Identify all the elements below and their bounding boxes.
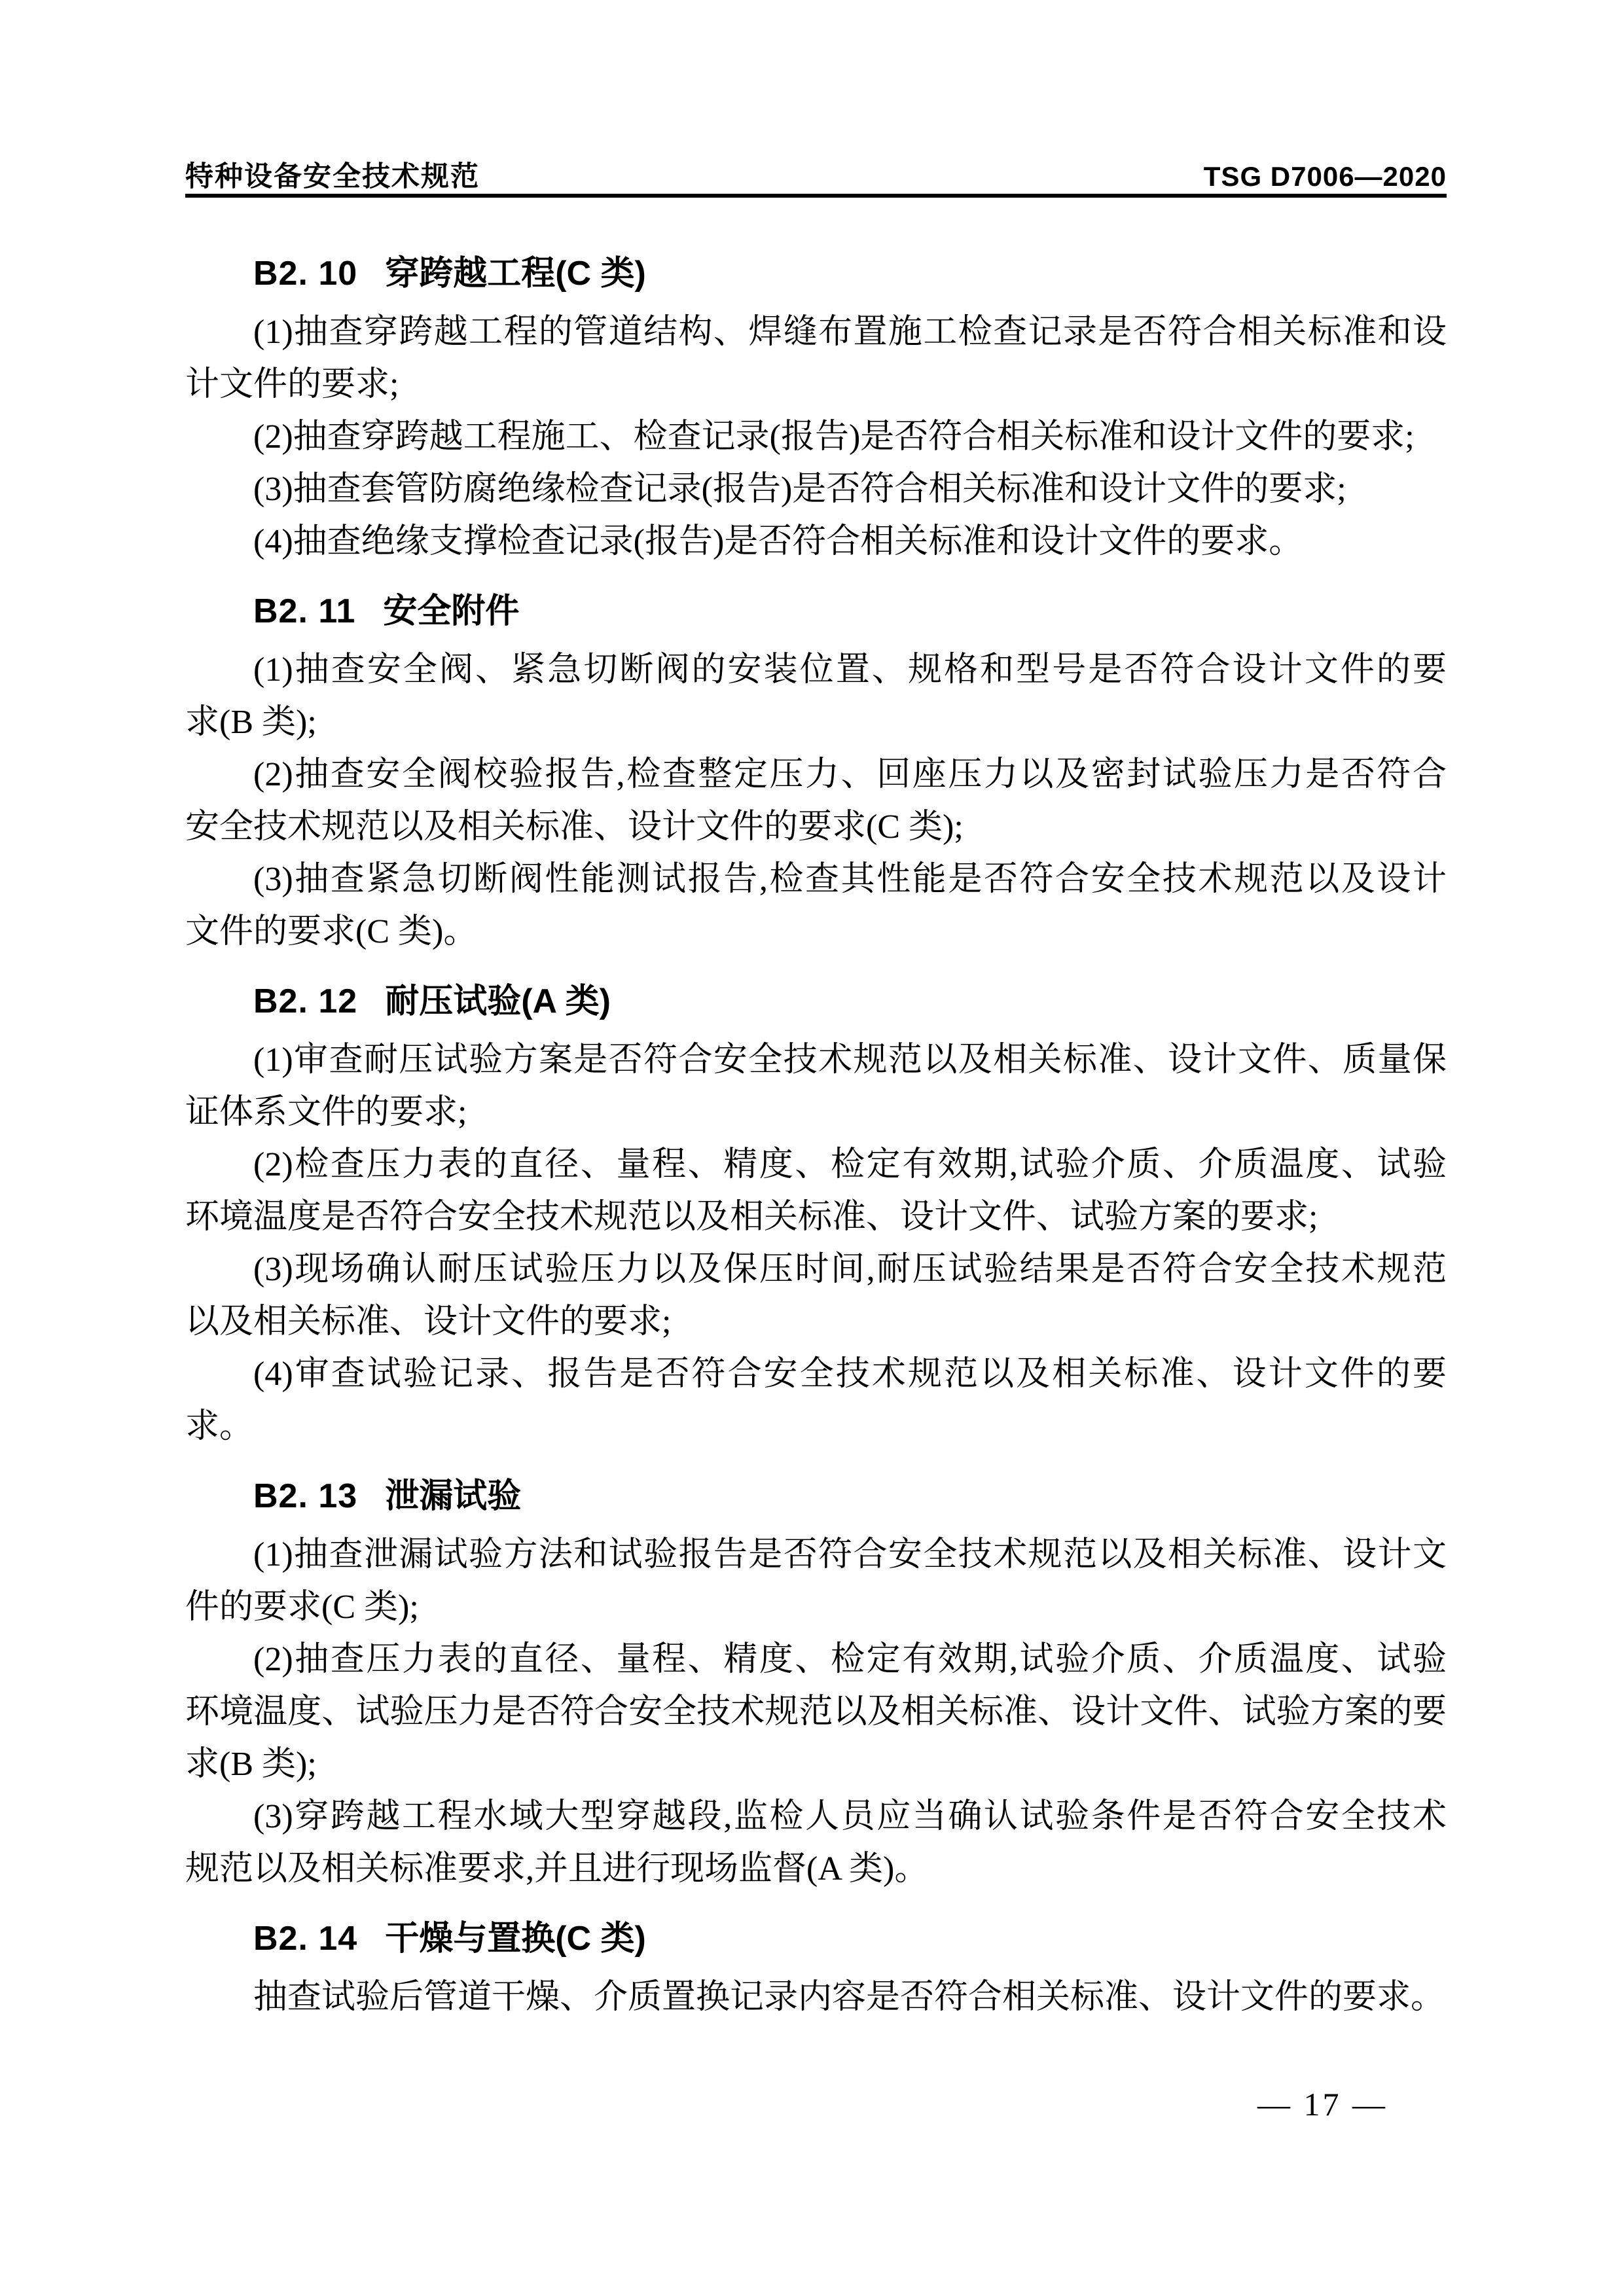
body-line: 以及相关标准、设计文件的要求; (185, 1303, 672, 1340)
heading-number: B2. 11 (253, 592, 356, 630)
body-line: 计文件的要求; (185, 366, 399, 403)
body-line: (3)抽查紧急切断阀性能测试报告,检查其性能是否符合安全技术规范以及设计 (253, 861, 1447, 898)
header-rule (185, 194, 1447, 198)
body-line: 环境温度、试验压力是否符合安全技术规范以及相关标准、设计文件、试验方案的要 (185, 1693, 1447, 1731)
heading-title: 安全附件 (383, 592, 520, 630)
body-line: 安全技术规范以及相关标准、设计文件的要求(C 类); (185, 808, 964, 846)
heading-title: 穿跨越工程(C 类) (385, 255, 646, 293)
body-line: (4)抽查绝缘支撑检查记录(报告)是否符合相关标准和设计文件的要求。 (253, 523, 1303, 560)
body-line: (3)抽查套管防腐绝缘检查记录(报告)是否符合相关标准和设计文件的要求; (253, 471, 1346, 508)
page-footer (185, 2085, 1388, 2123)
heading-title: 耐压试验(A 类) (385, 982, 611, 1020)
body-line: (1)抽查穿跨越工程的管道结构、焊缝布置施工检查记录是否符合相关标准和设 (253, 314, 1447, 351)
section-heading (185, 1912, 1447, 1965)
section-heading (185, 1470, 1447, 1522)
body-line: 求(B 类); (185, 1746, 317, 1783)
body-line: (1)抽查安全阀、紧急切断阀的安装位置、规格和型号是否符合设计文件的要 (253, 651, 1447, 689)
section-heading (185, 975, 1447, 1028)
body-line: (2)抽查穿跨越工程施工、检查记录(报告)是否符合相关标准和设计文件的要求; (253, 418, 1415, 456)
body-line: 规范以及相关标准要求,并且进行现场监督(A 类)。 (185, 1850, 929, 1888)
body-line: 文件的要求(C 类)。 (185, 913, 478, 950)
body-line: 抽查试验后管道干燥、介质置换记录内容是否符合相关标准、设计文件的要求。 (253, 1979, 1445, 2016)
page-number: — 17 — (1257, 2086, 1388, 2123)
body-line: 证体系文件的要求; (185, 1094, 467, 1131)
heading-number: B2. 12 (253, 982, 358, 1020)
body-line: (2)抽查压力表的直径、量程、精度、检定有效期,试验介质、介质温度、试验 (253, 1641, 1447, 1678)
body-line: (2)抽查安全阀校验报告,检查整定压力、回座压力以及密封试验压力是否符合 (253, 756, 1447, 793)
heading-number: B2. 14 (253, 1920, 358, 1958)
header-left-title: 特种设备安全技术规范 (185, 161, 480, 192)
document-body (185, 230, 1447, 2024)
body-line: (4)审查试验记录、报告是否符合安全技术规范以及相关标准、设计文件的要求。 (185, 1355, 1447, 1445)
heading-number: B2. 10 (253, 255, 358, 293)
body-line: (3)穿跨越工程水域大型穿越段,监检人员应当确认试验条件是否符合安全技术 (253, 1798, 1447, 1835)
body-line: 件的要求(C 类); (185, 1588, 419, 1626)
body-line: (2)检查压力表的直径、量程、精度、检定有效期,试验介质、介质温度、试验 (253, 1146, 1447, 1183)
section-heading (185, 247, 1447, 300)
heading-number: B2. 13 (253, 1477, 358, 1515)
body-line: 环境温度是否符合安全技术规范以及相关标准、设计文件、试验方案的要求; (185, 1198, 1318, 1236)
body-line: (1)审查耐压试验方案是否符合安全技术规范以及相关标准、设计文件、质量保 (253, 1041, 1447, 1079)
section-heading (185, 585, 1447, 637)
body-line: (1)抽查泄漏试验方法和试验报告是否符合安全技术规范以及相关标准、设计文 (253, 1536, 1447, 1573)
header-doc-code: TSG D7006—2020 (1203, 161, 1447, 192)
page-header (185, 154, 1447, 194)
heading-title: 泄漏试验 (385, 1477, 522, 1515)
heading-title: 干燥与置换(C 类) (385, 1920, 646, 1958)
body-line: 求(B 类); (185, 704, 317, 741)
body-line: (3)现场确认耐压试验压力以及保压时间,耐压试验结果是否符合安全技术规范 (253, 1251, 1447, 1288)
